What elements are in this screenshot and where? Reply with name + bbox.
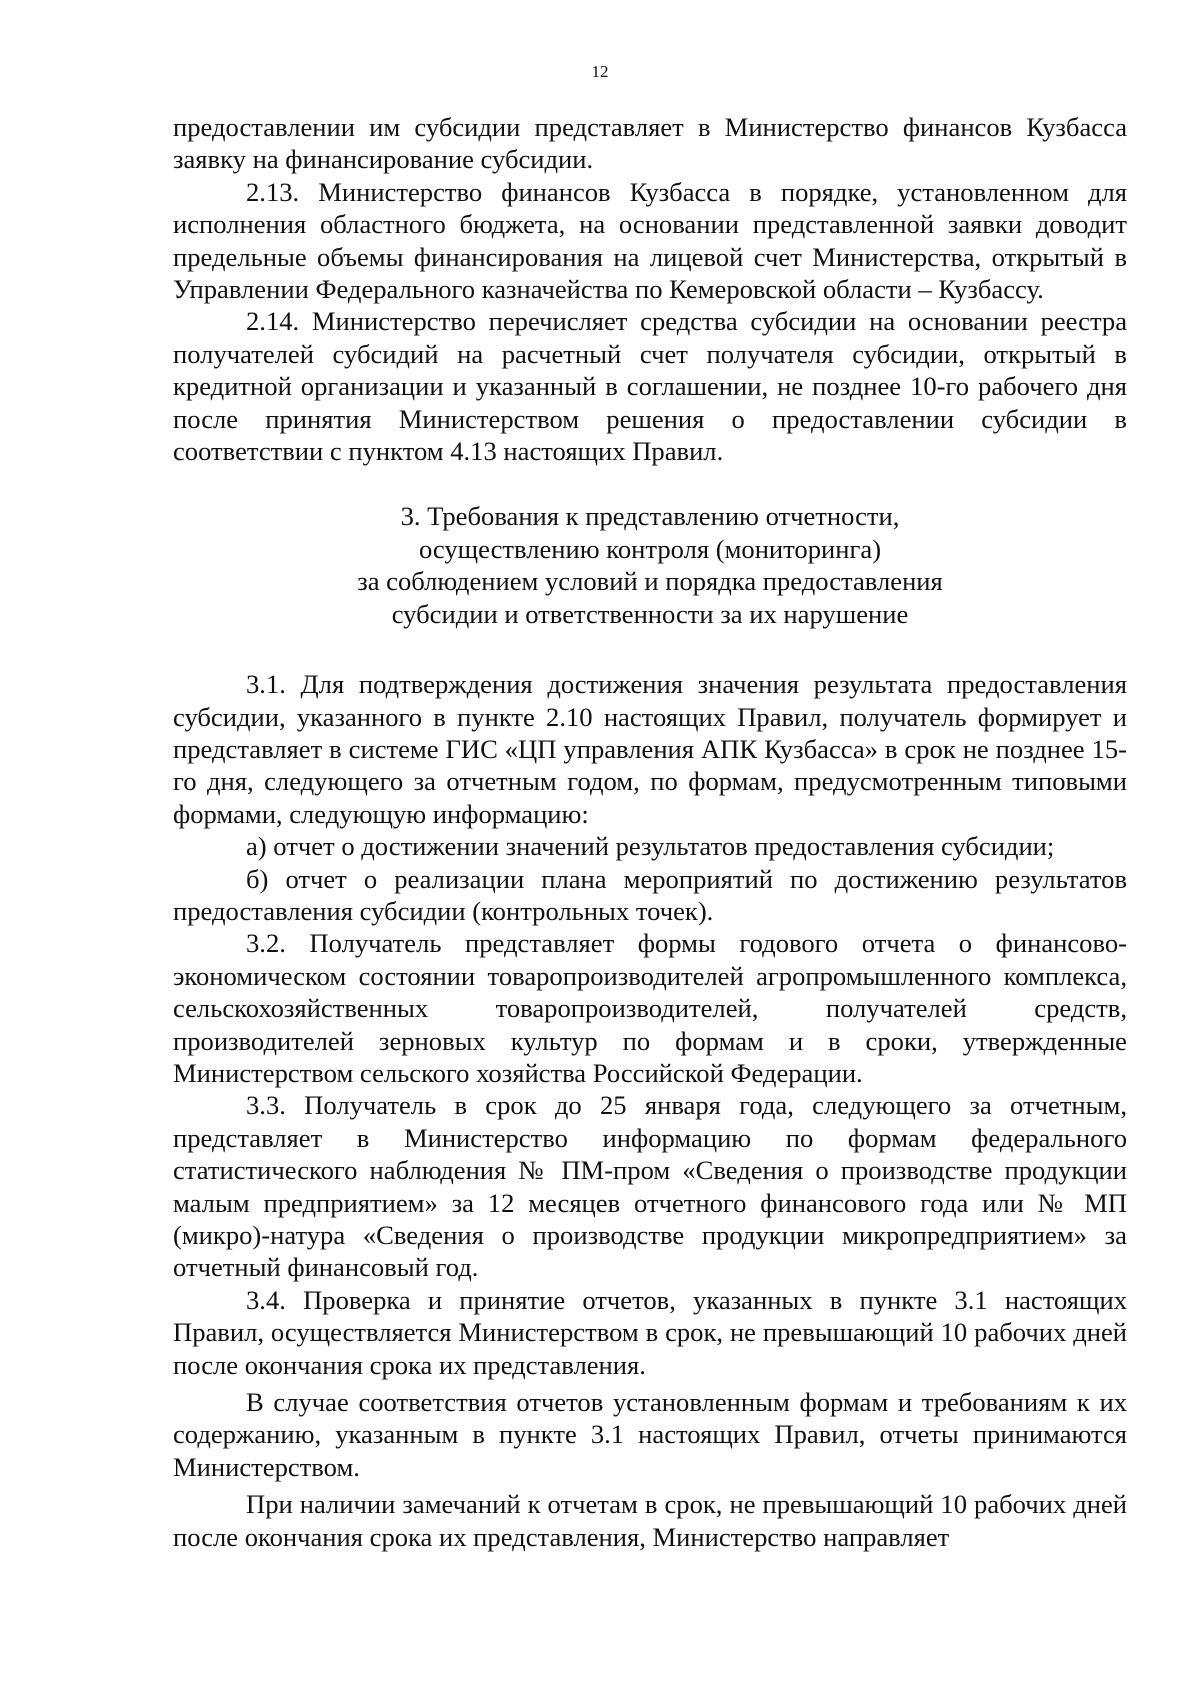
- paragraph-2-13: 2.13. Министерство финансов Кузбасса в порядке, установленном для исполнения областного бюджета, на основании представленной заявки доводит предельные объемы финансирования на лицевой счет Министерства, открытый в Управлении Федерального казначейства по Кемеровской области – Кузбассу.: [173, 176, 1127, 305]
- heading-line: за соблюдением условий и порядка предоставления: [357, 566, 943, 597]
- document-body: [173, 111, 1127, 1553]
- paragraph-2-14: 2.14. Министерство перечисляет средства субсидии на основании реестра получателей субсидий на расчетный счет получателя субсидии, открытый в кредитной организации и указанный в соглашении, не позднее 10-го рабочего дня после принятия Министерством решения о предоставлении субсидии в соответствии с пунктом 4.13 настоящих Правил.: [173, 306, 1127, 467]
- section-3-heading: [173, 500, 1127, 630]
- list-item-a: а) отчет о достижении значений результатов предоставления субсидии;: [246, 831, 1055, 862]
- paragraph-3-3: 3.3. Получатель в срок до 25 января года, следующего за отчетным, представляет в Министерство информацию по формам федерального статистического наблюдения № ПМ-пром «Сведения о производстве продукции малым предприятием» за 12 месяцев отчетного финансового года или № МП (микро)-натура «Сведения о производстве продукции микропредприятием» за отчетный финансовый год.: [173, 1090, 1127, 1283]
- list-item-b: б) отчет о реализации плана мероприятий по достижению результатов предоставления субсидии (контрольных точек).: [173, 863, 1127, 926]
- paragraph-3-2: 3.2. Получатель представляет формы годового отчета о финансово-экономическом состоянии товаропроизводителей агропромышленного комплекса, сельскохозяйственных товаропроизводителей, получателей средств, производителей зерновых культур по формам и в сроки, утвержденные Министерством сельского хозяйства Российской Федерации.: [173, 928, 1127, 1088]
- heading-line: субсидии и ответственности за их нарушение: [391, 598, 909, 629]
- paragraph-acceptance: В случае соответствия отчетов установленным формам и требованиям к их содержанию, указанным в пункте 3.1 настоящих Правил, отчеты принимаются Министерством.: [173, 1387, 1127, 1482]
- paragraph-continuation: предоставлении им субсидии представляет в Министерство финансов Кузбасса заявку на финансирование субсидии.: [173, 112, 1127, 175]
- heading-line: осуществлению контроля (мониторинга): [418, 533, 882, 564]
- heading-line: 3. Требования к представлению отчетности,: [400, 501, 900, 532]
- page-number: 12: [591, 62, 609, 81]
- paragraph-remarks: При наличии замечаний к отчетам в срок, не превышающий 10 рабочих дней после окончания срока их представления, Министерство направляет: [173, 1489, 1127, 1552]
- paragraph-3-4: 3.4. Проверка и принятие отчетов, указанных в пункте 3.1 настоящих Правил, осуществляется Министерством в срок, не превышающий 10 рабочих дней после окончания срока их представления.: [173, 1284, 1127, 1380]
- paragraph-3-1: 3.1. Для подтверждения достижения значения результата предоставления субсидии, указанного в пункте 2.10 настоящих Правил, получатель формирует и представляет в системе ГИС «ЦП управления АПК Кузбасса» в срок не позднее 15-го дня, следующего за отчетным годом, по формам, предусмотренным типовыми формами, следующую информацию:: [173, 669, 1127, 829]
